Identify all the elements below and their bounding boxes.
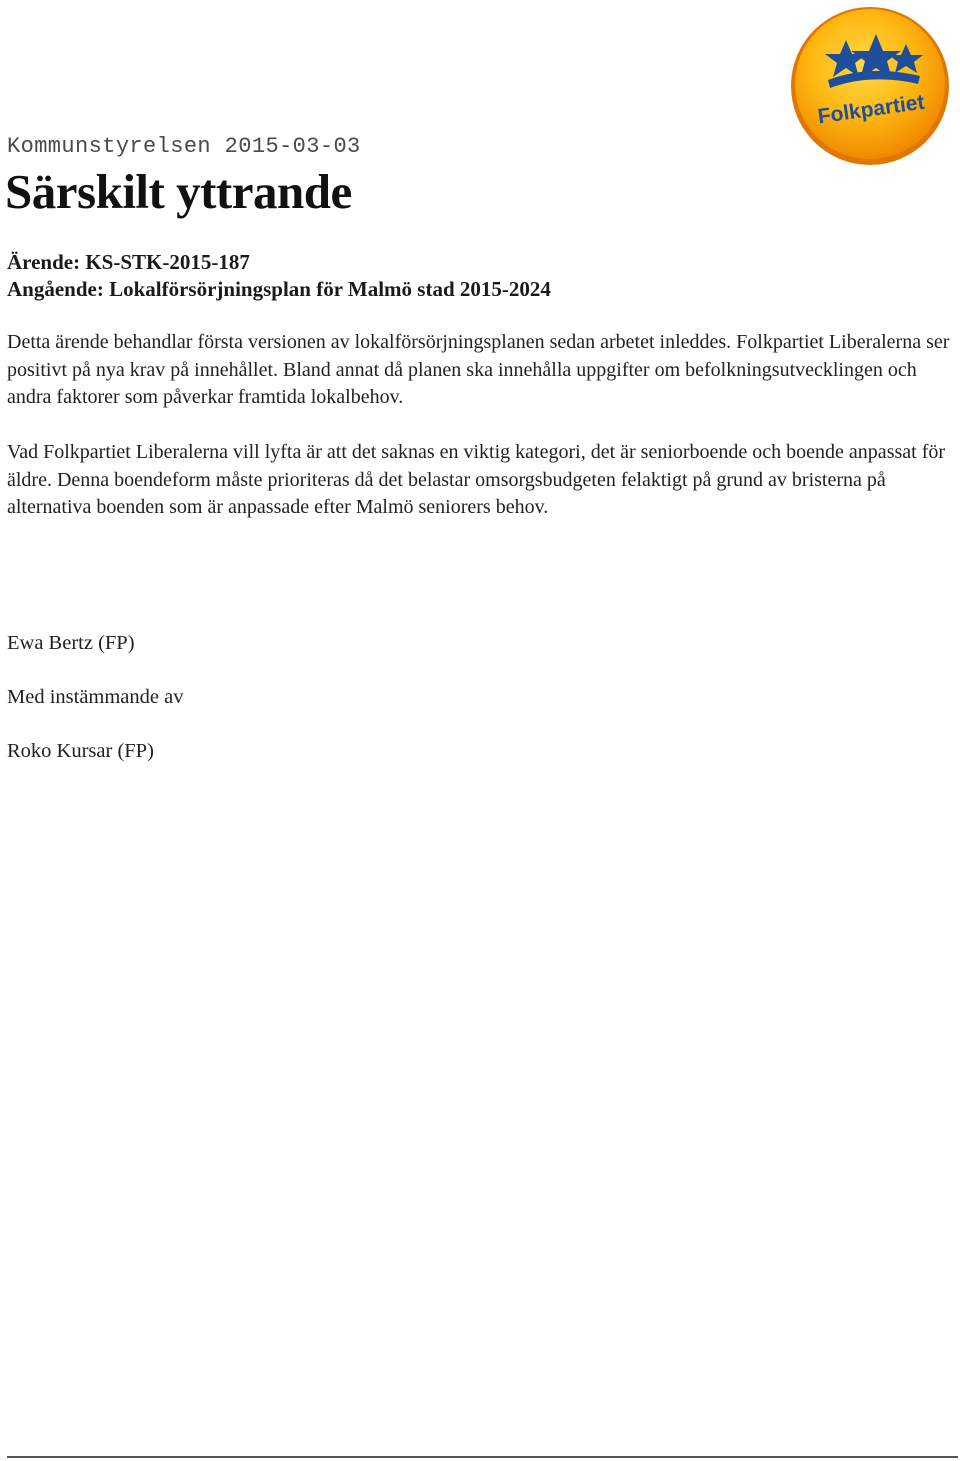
concurrence-label: Med instämmande av	[7, 686, 184, 708]
body-paragraph-1: Detta ärende behandlar första versionen av lokalförsörjningsplanen sedan arbetet inleddes. Folkpartiet Liberalerna ser positivt på nya krav på innehållet. Bland annat då planen ska innehålla uppgifter om befolkningsutvecklingen och andra faktorer som påverkar framtida lokalbehov.	[7, 331, 950, 408]
case-block	[7, 249, 551, 303]
signer-name: Ewa Bertz (FP)	[7, 632, 135, 654]
co-signer-name: Roko Kursar (FP)	[7, 740, 154, 762]
meeting-date-line: Kommunstyrelsen 2015-03-03	[7, 134, 361, 159]
body-paragraph-2: Vad Folkpartiet Liberalerna vill lyfta är att det saknas en viktig kategori, det är seniorboende och boende anpassat för äldre. Denna boendeform måste prioriteras då det belastar omsorgsbudgeten felaktigt på grund av bristerna på alternativa boenden som är anpassade efter Malmö seniorers behov.	[7, 441, 946, 518]
case-subject: Angående: Lokalförsörjningsplan för Malmö stad 2015-2024	[7, 277, 551, 301]
logo-text: Folkpartiet	[816, 90, 926, 129]
page-title: Särskilt yttrande	[5, 164, 352, 219]
case-number: Ärende: KS-STK-2015-187	[7, 250, 250, 274]
folkpartiet-logo	[788, 4, 952, 168]
badge-face	[795, 9, 945, 159]
footer-rule	[7, 1456, 958, 1458]
folkpartiet-logo-icon	[788, 4, 952, 168]
